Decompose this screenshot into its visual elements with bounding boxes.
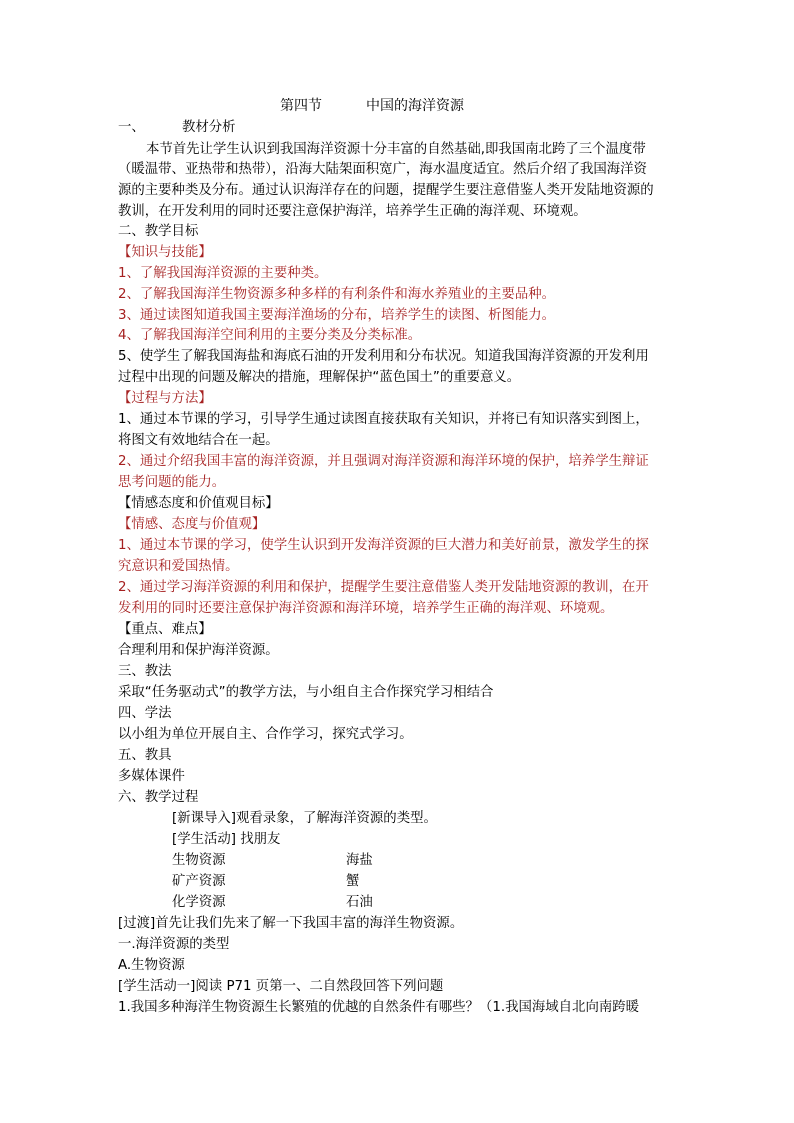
section-number: 第四节 <box>280 98 322 114</box>
goal-item: 3、通过读图知道我国主要海洋渔场的分布，培养学生的读图、析图能力。 <box>118 308 556 323</box>
match-left-item: 矿产资源 <box>172 874 226 889</box>
heading-teaching-goals: 二、教学目标 <box>118 224 199 239</box>
heading-resource-types: 一.海洋资源的类型 <box>118 937 230 952</box>
goal-item: 5、使学生了解我国海盐和海底石油的开发利用和分布状况。知道我国海洋资源的开发利用 <box>118 349 649 364</box>
learning-method-text: 以小组为单位开展自主、合作学习，探究式学习。 <box>118 727 413 742</box>
heading-teaching-process: 六、教学过程 <box>118 790 199 805</box>
match-right-item: 石油 <box>346 895 373 910</box>
heading-teaching-method: 三、教法 <box>118 664 172 679</box>
goal-item: 1、通过本节课的学习，引导学生通过读图直接获取有关知识，并将已有知识落实到图上， <box>118 412 649 427</box>
goal-item: 2、通过学习海洋资源的利用和保护，提醒学生要注意借鉴人类开发陆地资源的教训，在开 <box>118 580 649 595</box>
teaching-method-text: 采取“任务驱动式”的教学方法，与小组自主合作探究学习相结合 <box>118 685 494 700</box>
process-intro: [新课导入]观看录象，了解海洋资源的类型。 <box>172 811 437 826</box>
process-transition: [过渡]首先让我们先来了解一下我国丰富的海洋生物资源。 <box>118 916 464 931</box>
heading-bio-resources: A.生物资源 <box>118 958 185 973</box>
goal-item: 究意识和爱国热情。 <box>118 559 239 574</box>
match-right-item: 海盐 <box>346 853 373 868</box>
goal-item: 2、通过介绍我国丰富的海洋资源，并且强调对海洋资源和海洋环境的保护，培养学生辩证 <box>118 454 649 469</box>
paragraph-line: （暖温带、亚热带和热带），沿海大陆架面积宽广，海水温度适宜。然后介绍了我国海洋资 <box>118 162 647 177</box>
goal-item: 过程中出现的问题及解决的措施，理解保护“蓝色国土”的重要意义。 <box>118 370 521 385</box>
goal-item: 发利用的同时还要注意保护海洋资源和海洋环境，培养学生正确的海洋观、环境观。 <box>118 601 614 616</box>
page-title <box>280 96 464 116</box>
teaching-aids-text: 多媒体课件 <box>118 769 185 784</box>
match-left-item: 化学资源 <box>172 895 226 910</box>
goal-item: 将图文有效地结合在一起。 <box>118 433 279 448</box>
goal-item: 2、了解我国海洋生物资源多种多样的有利条件和海水养殖业的主要品种。 <box>118 287 556 302</box>
goal-item: 思考问题的能力。 <box>118 475 226 490</box>
heading-process-methods: 【过程与方法】 <box>118 391 212 406</box>
process-activity: [学生活动] 找朋友 <box>172 832 281 847</box>
question-one: 1.我国多种海洋生物资源生长繁殖的优越的自然条件有哪些？（1.我国海域自北向南跨暖 <box>118 1000 640 1015</box>
heading-learning-method: 四、学法 <box>118 706 172 721</box>
paragraph-line: 本节首先让学生认识到我国海洋资源十分丰富的自然基础,即我国南北跨了三个温度带 <box>146 142 646 157</box>
heading-emotion-attitude: 【情感、态度与价值观】 <box>118 517 266 532</box>
match-right-item: 蟹 <box>346 874 360 889</box>
heading-teaching-aids: 五、教具 <box>118 748 172 763</box>
goal-item: 1、了解我国海洋资源的主要种类。 <box>118 266 328 281</box>
heading-values-goals: 【情感态度和价值观目标】 <box>118 496 279 511</box>
goal-item: 1、通过本节课的学习，使学生认识到开发海洋资源的巨大潜力和美好前景，激发学生的探 <box>118 538 649 553</box>
heading-knowledge-skills: 【知识与技能】 <box>118 245 212 260</box>
activity-one: [学生活动一]阅读 P71 页第一、二自然段回答下列问题 <box>118 979 444 994</box>
heading-textbook-analysis: 一、 教材分析 <box>118 120 236 135</box>
goal-item: 4、了解我国海洋空间利用的主要分类及分类标准。 <box>118 328 422 343</box>
section-name: 中国的海洋资源 <box>366 98 464 114</box>
key-points-text: 合理利用和保护海洋资源。 <box>118 643 279 658</box>
paragraph-line: 教训，在开发利用的同时还要注意保护海洋，培养学生正确的海洋观、环境观。 <box>118 204 587 219</box>
match-left-item: 生物资源 <box>172 853 226 868</box>
paragraph-line: 源的主要种类及分布。通过认识海洋存在的问题，提醒学生要注意借鉴人类开发陆地资源的 <box>118 183 654 198</box>
heading-key-points: 【重点、难点】 <box>118 622 212 637</box>
